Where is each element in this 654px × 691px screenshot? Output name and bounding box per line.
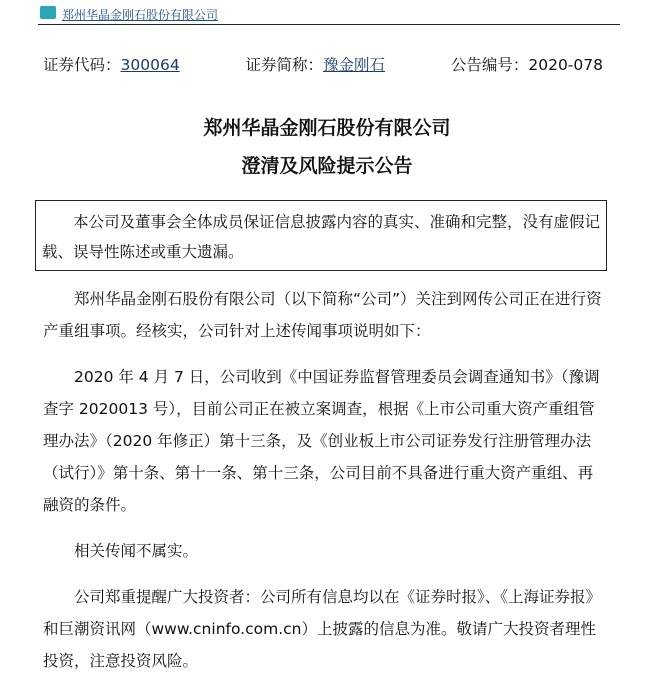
announcement-body bbox=[43, 283, 603, 691]
no-label: 公告编号： bbox=[450, 56, 529, 74]
code-label: 证券代码： bbox=[43, 56, 121, 74]
paragraph: 相关传闻不属实。 bbox=[74, 542, 199, 560]
announcement-meta bbox=[43, 53, 603, 75]
stock-code: 300064 bbox=[120, 56, 180, 74]
company-logo-icon bbox=[40, 6, 56, 19]
announcement-no: 2020-078 bbox=[528, 56, 603, 74]
paragraph: 公司郑重提醒广大投资者：公司所有信息均以在《证券时报》、《上海证券报》和巨潮资讯网（www.cninfo.com.cn）上披露的信息为准。敬请广大投资者理性投资，注意投资风险。 bbox=[43, 588, 602, 670]
abbr-label: 证券简称： bbox=[245, 56, 324, 74]
page-subtitle: 澄清及风险提示公告 bbox=[241, 155, 413, 177]
paragraph: 郑州华晶金刚石股份有限公司（以下简称“公司”）关注到网传公司正在进行资产重组事项。经核实，公司针对上述传闻事项说明如下： bbox=[43, 290, 602, 340]
header-company-name: 郑州华晶金刚石股份有限公司 bbox=[62, 8, 219, 22]
stock-abbr: 豫金刚石 bbox=[323, 56, 386, 74]
page-title: 郑州华晶金刚石股份有限公司 bbox=[203, 117, 451, 139]
paragraph: 2020 年 4 月 7 日，公司收到《中国证券监督管理委员会调查通知书》（豫调查字 2020013 号），目前公司正在被立案调查，根据《上市公司重大资产重组管理办法》（2020 年修正）第十三条，及《创业板上市公司证券发行注册管理办法（试行）》第十条、第十一条、第十三条，公司目前不具备进行重大资产重组、再融资的条件。 bbox=[43, 368, 600, 514]
board-statement: 本公司及董事会全体成员保证信息披露内容的真实、准确和完整，没有虚假记载、误导性陈述或重大遗漏。 bbox=[35, 200, 607, 271]
page-header bbox=[38, 4, 620, 25]
